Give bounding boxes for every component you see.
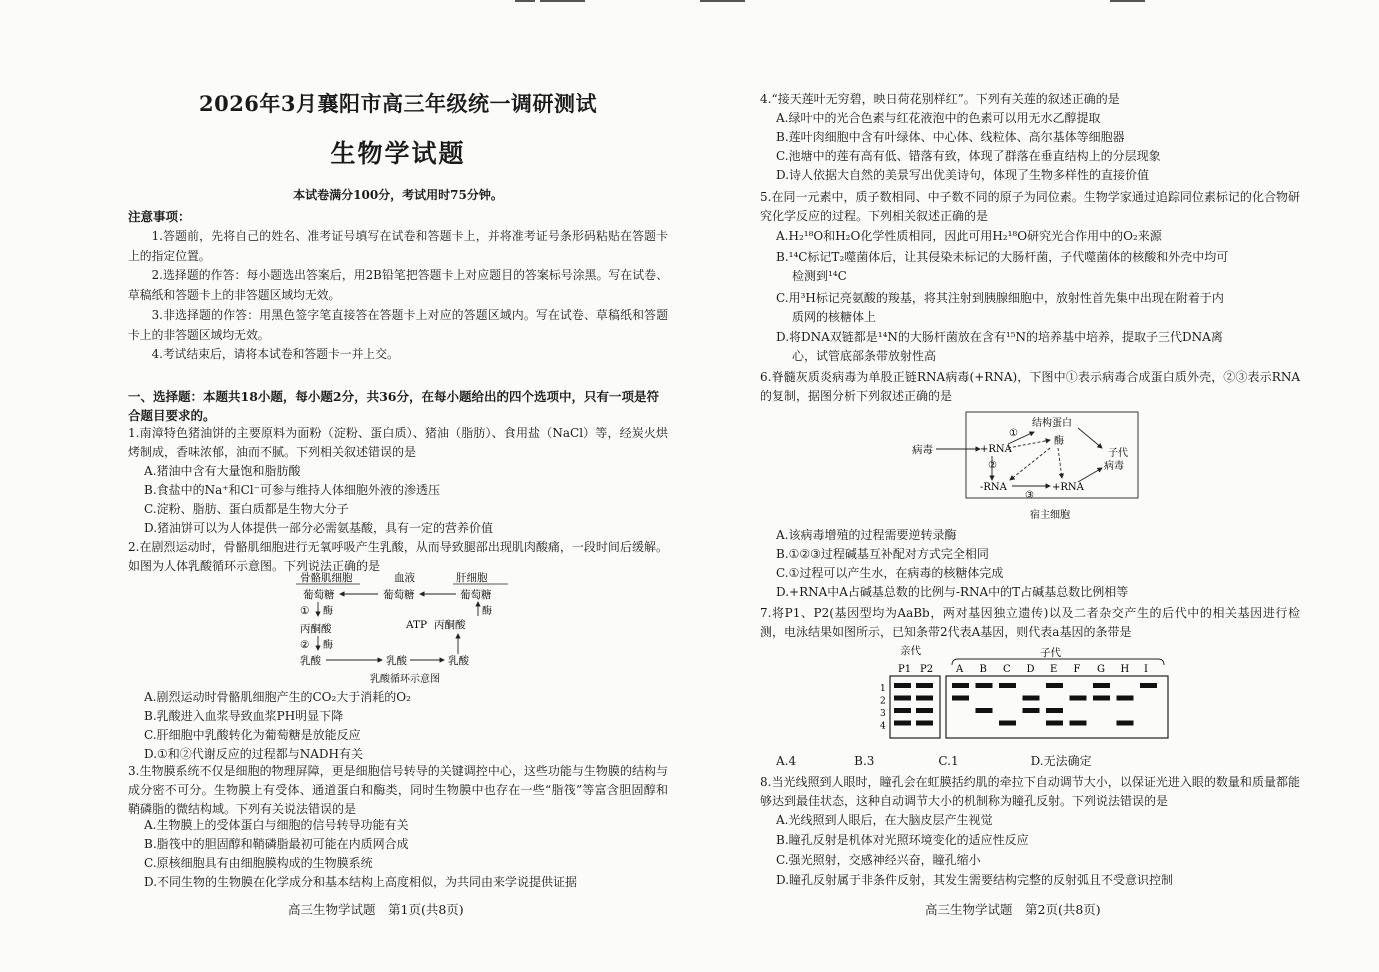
- question-6-stem: 6.脊髓灰质炎病毒为单股正链RNA病毒(+RNA)，下图中①表示病毒合成蛋白质外壳，②③表示RNA的复制，据图分析下列叙述正确的是: [760, 370, 1300, 404]
- fig-lactate-blood: 乳酸: [386, 655, 407, 667]
- gel-lane-label: D: [1026, 664, 1035, 675]
- fig-enzyme-label-2: 酶: [323, 640, 333, 651]
- q6-option-d: D.+RNA中A占碱基总数的比例与-RNA中的T占碱基总数比例相等: [776, 585, 1129, 599]
- question-8-stem: 8.当光线照到人眼时，瞳孔会在虹膜括约肌的牵拉下自动调节大小，以保证光进入眼的数量和质量都能够达到最佳状态，这种自动调节大小的机制称为瞳孔反射。下列说法错误的是: [760, 775, 1300, 809]
- q5-option-a: A.H₂¹⁸O和H₂O化学性质相同，因此可用H₂¹⁸O研究光合作用中的O₂来源: [776, 229, 1162, 243]
- fig-progeny-virus: 病毒: [1104, 461, 1124, 472]
- gel-band: [999, 721, 1016, 726]
- gel-lane-label: A: [956, 664, 964, 675]
- gel-lane-label: F: [1073, 664, 1081, 675]
- gel-row-label: 1: [880, 684, 886, 694]
- gel-band: [1093, 683, 1110, 688]
- fig-pyruvate-muscle: 丙酮酸: [300, 623, 332, 635]
- gel-band: [894, 696, 911, 701]
- gel-band: [999, 683, 1016, 688]
- fig-offspring: 子代: [1040, 647, 1061, 659]
- exam-title: 2026年3月襄阳市高三年级统一调研测试: [198, 91, 598, 116]
- virus-replication-svg: [910, 408, 1140, 523]
- question-2-stem: 2.在剧烈运动时，骨骼肌细胞进行无氧呼吸产生乳酸，从而导致腿部出现肌肉酸痛，一段时间后缓解。如图为人体乳酸循环示意图。下列说法正确的是: [128, 540, 668, 574]
- fig-structural-protein: 结构蛋白: [1032, 418, 1072, 429]
- gel-row-label: 4: [880, 721, 886, 732]
- gel-band: [1070, 721, 1087, 726]
- gel-band: [1023, 696, 1040, 701]
- q8-option-c: C.强光照射，交感神经兴奋，瞳孔缩小: [776, 853, 981, 867]
- gel-band: [952, 683, 969, 688]
- q3-option-c: C.原核细胞具有由细胞膜构成的生物膜系统: [144, 856, 373, 870]
- q2-option-c: C.肝细胞中乳酸转化为葡萄糖是放能反应: [144, 728, 361, 742]
- q2-option-d: D.①和②代谢反应的过程都与NADH有关: [144, 747, 364, 761]
- lactate-cycle-figure: [278, 570, 528, 685]
- gel-band: [916, 708, 933, 713]
- question-1-stem: 1.南漳特色猪油饼的主要原料为面粉（淀粉、蛋白质）、猪油（脂肪）、食用盐（NaCl）等，经炭火烘烤制成，香味浓郁，油而不腻。下列相关叙述错误的是: [128, 426, 668, 460]
- q6-option-c: C.①过程可以产生水，在病毒的核糖体完成: [776, 566, 1004, 580]
- fig-num-3: ③: [1025, 490, 1034, 501]
- gel-band: [976, 708, 993, 713]
- exam-info: 本试卷满分100分，考试用时75分钟。: [293, 188, 503, 202]
- scan-mark: [540, 0, 585, 2]
- gel-band: [894, 683, 911, 688]
- fig-pyruvate-liver: 丙酮酸: [434, 619, 466, 631]
- fig-plus-rna-2: +RNA: [1052, 482, 1084, 493]
- q2-option-a: A.剧烈运动时骨骼肌细胞产生的CO₂大于消耗的O₂: [144, 690, 411, 704]
- gel-band: [1046, 708, 1063, 713]
- fig-glucose-blood: 葡萄糖: [383, 589, 415, 601]
- subject-title: 生物学试题: [330, 139, 466, 168]
- notice-item: 1.答题前，先将自己的姓名、准考证号填写在试卷和答题卡上，并将准考证号条形码粘贴在答题卡上的指定位置。: [128, 229, 668, 263]
- gel-lane-label: E: [1050, 664, 1058, 675]
- q4-option-a: A.绿叶中的光合色素与红花液泡中的色素可以用无水乙醇提取: [776, 111, 1101, 125]
- q5-option-b: B.¹⁴C标记T₂噬菌体后，让其侵染未标记的大肠杆菌，子代噬菌体的核酸和外壳中均可: [776, 250, 1229, 264]
- fig-num-2: ②: [988, 460, 997, 471]
- fig-glucose-muscle: 葡萄糖: [303, 589, 335, 601]
- gel-lane-label: P2: [920, 664, 934, 675]
- gel-band: [894, 721, 911, 726]
- electrophoresis-svg: [878, 643, 1178, 743]
- gel-band: [1093, 696, 1110, 701]
- fig-caption: 乳酸循环示意图: [370, 674, 440, 685]
- gel-lane-label: P1: [898, 664, 912, 675]
- question-3-stem: 3.生物膜系统不仅是细胞的物理屏障，更是细胞信号转导的关键调控中心，这些功能与生物膜的结构与成分密不可分。生物膜上有受体、通道蛋白和酶类，同时生物膜中也存在一些“脂筏”等富含胆固醇和鞘磷脂的微结构域。下列有关说法错误的是: [128, 764, 668, 817]
- virus-replication-figure: [910, 408, 1140, 523]
- fig-label-blood: 血液: [394, 572, 415, 584]
- fig-lactate-liver: 乳酸: [448, 655, 469, 667]
- q1-option-b: B.食盐中的Na⁺和Cl⁻可参与维持人体细胞外液的渗透压: [144, 483, 440, 497]
- gel-band: [916, 696, 933, 701]
- q5-option-c: C.用³H标记亮氨酸的羧基，将其注射到胰腺细胞中，放射性首先集中出现在附着于内: [776, 291, 1224, 305]
- page-2-footer: 高三生物学试题 第2页(共8页): [925, 902, 1101, 917]
- q6-option-a: A.该病毒增殖的过程需要逆转录酶: [776, 528, 957, 542]
- fig-virus: 病毒: [912, 444, 933, 456]
- gel-band: [1117, 721, 1134, 726]
- fig-glucose-liver: 葡萄糖: [460, 589, 492, 601]
- fig-enzyme-label: 酶: [323, 606, 333, 617]
- notice-item: 2.选择题的作答：每小题选出答案后，用2B铅笔把答题卡上对应题目的答案标号涂黑。写在试卷、草稿纸和答题卡上的非答题区域均无效。: [128, 268, 668, 302]
- q7-option-d: D.无法确定: [1030, 754, 1092, 768]
- gel-band: [1046, 683, 1063, 688]
- question-4-stem: 4.“接天莲叶无穷碧，映日荷花别样红”。下列有关莲的叙述正确的是: [760, 92, 1120, 106]
- q1-option-d: D.猪油饼可以为人体提供一部分必需氨基酸，具有一定的营养价值: [144, 521, 494, 535]
- gel-band: [1023, 708, 1040, 713]
- lactate-cycle-svg: [278, 570, 528, 685]
- q5-option-b-cont: 检测到¹⁴C: [792, 269, 847, 283]
- q7-option-b: B.3: [854, 754, 875, 768]
- electrophoresis-figure: [878, 643, 1178, 743]
- q7-option-a: A.4: [776, 754, 797, 768]
- q6-option-b: B.①②③过程碱基互补配对方式完全相同: [776, 547, 989, 561]
- gel-band: [916, 683, 933, 688]
- fig-lactate-muscle: 乳酸: [300, 655, 321, 667]
- q1-option-c: C.淀粉、脂肪、蛋白质都是生物大分子: [144, 502, 349, 516]
- gel-lane-label: B: [979, 664, 987, 675]
- q8-option-b: B.瞳孔反射是机体对光照环境变化的适应性反应: [776, 833, 1029, 847]
- q3-option-a: A.生物膜上的受体蛋白与细胞的信号转导功能有关: [144, 818, 409, 832]
- gel-band: [976, 683, 993, 688]
- fig-num-1: ①: [1009, 428, 1018, 439]
- gel-lane-label: I: [1144, 664, 1148, 675]
- q5-option-c-cont: 质网的核糖体上: [792, 310, 877, 324]
- fig-atp: ATP: [406, 619, 428, 631]
- q7-options: [776, 752, 1300, 771]
- gel-band: [1140, 683, 1157, 688]
- fig-progeny: 子代: [1108, 448, 1128, 459]
- q1-option-a: A.猪油中含有大量饱和脂肪酸: [144, 464, 301, 478]
- fig-label-liver: 肝细胞: [456, 572, 488, 584]
- q8-option-a: A.光线照到人眼后，在大脑皮层产生视觉: [776, 813, 993, 827]
- q5-option-d-cont: 心，试管底部条带放射性高: [792, 349, 937, 363]
- fig-enzyme: 酶: [1054, 436, 1064, 447]
- notice-item: 3.非选择题的作答：用黑色签字笔直接答在答题卡上对应的答题区域内。写在试卷、草稿纸和答题卡上的非答题区域均无效。: [128, 308, 668, 342]
- q4-option-b: B.莲叶肉细胞中含有叶绿体、中心体、线粒体、高尔基体等细胞器: [776, 130, 1125, 144]
- gel-row-label: 3: [880, 709, 886, 719]
- scan-mark: [515, 0, 535, 2]
- fig-enzyme-label-liver: 酶: [482, 606, 492, 617]
- fig-enzyme-1: ①: [300, 605, 310, 617]
- gel-band: [916, 721, 933, 726]
- gel-lane-label: C: [1003, 664, 1011, 675]
- gel-band: [894, 708, 911, 713]
- q3-option-d: D.不同生物的生物膜在化学成分和基本结构上高度相似，为共同由来学说提供证据: [144, 875, 578, 889]
- q2-option-b: B.乳酸进入血浆导致血浆PH明显下降: [144, 709, 344, 723]
- fig-host-cell: 宿主细胞: [1030, 510, 1070, 521]
- gel-band: [1117, 696, 1134, 701]
- fig-parents: 亲代: [900, 645, 921, 657]
- gel-lane-label: H: [1120, 664, 1130, 675]
- q4-option-d: D.诗人依据大自然的美景写出优美诗句，体现了生物多样性的直接价值: [776, 168, 1150, 182]
- q3-option-b: B.脂筏中的胆固醇和鞘磷脂最初可能在内质网合成: [144, 837, 409, 851]
- fig-minus-rna: -RNA: [980, 482, 1007, 493]
- fig-label-muscle: 骨骼肌细胞: [300, 572, 353, 584]
- notice-heading: 注意事项：: [128, 209, 191, 224]
- gel-row-label: 2: [880, 696, 886, 707]
- fig-enzyme-2: ②: [300, 639, 310, 651]
- gel-lane-label: G: [1097, 664, 1105, 675]
- q8-option-d: D.瞳孔反射属于非条件反射，其发生需要结构完整的反射弧且不受意识控制: [776, 873, 1174, 887]
- scan-mark: [700, 0, 745, 2]
- q4-option-c: C.池塘中的莲有高有低、错落有致，体现了群落在垂直结构上的分层现象: [776, 149, 1161, 163]
- section-heading: 一、选择题：本题共18小题，每小题2分，共36分，在每小题给出的四个选项中，只有一项是符合题目要求的。: [128, 389, 659, 423]
- gel-band: [1046, 721, 1063, 726]
- fig-plus-rna: +RNA: [980, 444, 1012, 455]
- question-5-stem: 5.在同一元素中，质子数相同、中子数不同的原子为同位素。生物学家通过追踪同位素标记的化合物研究化学反应的过程。下列相关叙述正确的是: [760, 190, 1300, 224]
- q7-option-c: C.1: [938, 754, 959, 768]
- scan-mark: [1110, 0, 1145, 2]
- gel-band: [952, 696, 969, 701]
- q5-option-d: D.将DNA双链都是¹⁴N的大肠杆菌放在含有¹⁵N的培养基中培养，提取子三代DNA离: [776, 330, 1223, 344]
- notice-item: 4.考试结束后，请将本试卷和答题卡一并上交。: [151, 347, 399, 361]
- question-7-stem: 7.将P1、P2(基因型均为AaBb，两对基因独立遗传)以及二者杂交产生的后代中的相关基因进行检测，电泳结果如图所示，已知条带2代表A基因，则代表a基因的条带是: [760, 606, 1300, 640]
- gel-band: [1070, 696, 1087, 701]
- page-1-footer: 高三生物学试题 第1页(共8页): [288, 902, 464, 917]
